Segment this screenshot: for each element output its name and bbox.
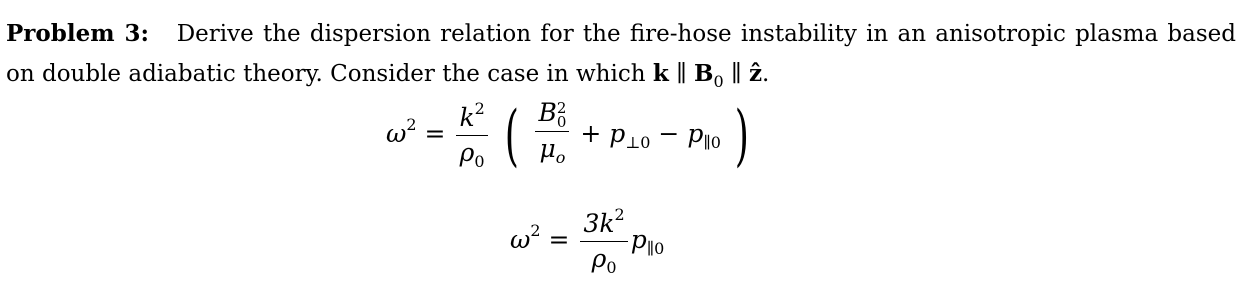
rho-denominator: ρ — [591, 244, 607, 273]
p-parallel: p — [630, 225, 647, 254]
right-paren: ) — [734, 96, 749, 174]
problem-label: Problem 3: — [6, 20, 149, 47]
b-subscript: 0 — [556, 112, 567, 131]
rho-denominator: ρ — [459, 138, 475, 167]
k-exponent: 2 — [614, 205, 625, 224]
equation-1 — [386, 94, 755, 177]
omega: ω — [510, 225, 531, 254]
p-parallel-subscript: ∥0 — [703, 133, 721, 152]
fraction-b-over-mu — [535, 98, 569, 173]
fraction-3k-over-rho — [580, 200, 627, 283]
b-numerator: B — [538, 98, 557, 128]
p-parallel: p — [687, 119, 704, 148]
period: . — [762, 61, 770, 87]
b-exponent: 2 — [556, 98, 567, 117]
omega: ω — [386, 119, 407, 148]
rho-subscript: 0 — [606, 258, 617, 277]
parallel-symbol: ∥ — [723, 61, 749, 87]
problem-text: Derive the dispersion relation for the fire-hose instability in an anisotropic plasma based on double adiabatic theory. Consider the case in which — [6, 21, 1236, 87]
minus-sign: − — [658, 119, 680, 148]
omega-exponent: 2 — [406, 115, 417, 134]
3k-numerator: 3k — [583, 209, 615, 238]
p-perp: p — [609, 119, 626, 148]
k-numerator: k — [459, 103, 475, 132]
mu-denominator: μ — [539, 133, 556, 163]
fraction-k-over-rho — [456, 94, 487, 177]
p-parallel-subscript: ∥0 — [646, 239, 665, 258]
equals-sign: = — [424, 119, 446, 148]
problem-statement — [6, 14, 1236, 102]
p-perp-subscript: ⊥0 — [625, 133, 651, 152]
equals-sign: = — [548, 225, 570, 254]
rho-subscript: 0 — [474, 152, 485, 171]
equation-2 — [510, 200, 664, 283]
b-field-symbol: B — [694, 60, 714, 87]
b-field-subscript: 0 — [713, 72, 724, 91]
k-vector: k — [652, 60, 669, 87]
z-unit-vector: ẑ — [748, 60, 762, 87]
parallel-symbol: ∥ — [668, 61, 695, 87]
mu-subscript: o — [555, 147, 566, 167]
k-exponent: 2 — [474, 99, 485, 118]
plus-sign: + — [580, 119, 602, 148]
omega-exponent: 2 — [530, 221, 541, 240]
left-paren: ( — [504, 96, 519, 174]
